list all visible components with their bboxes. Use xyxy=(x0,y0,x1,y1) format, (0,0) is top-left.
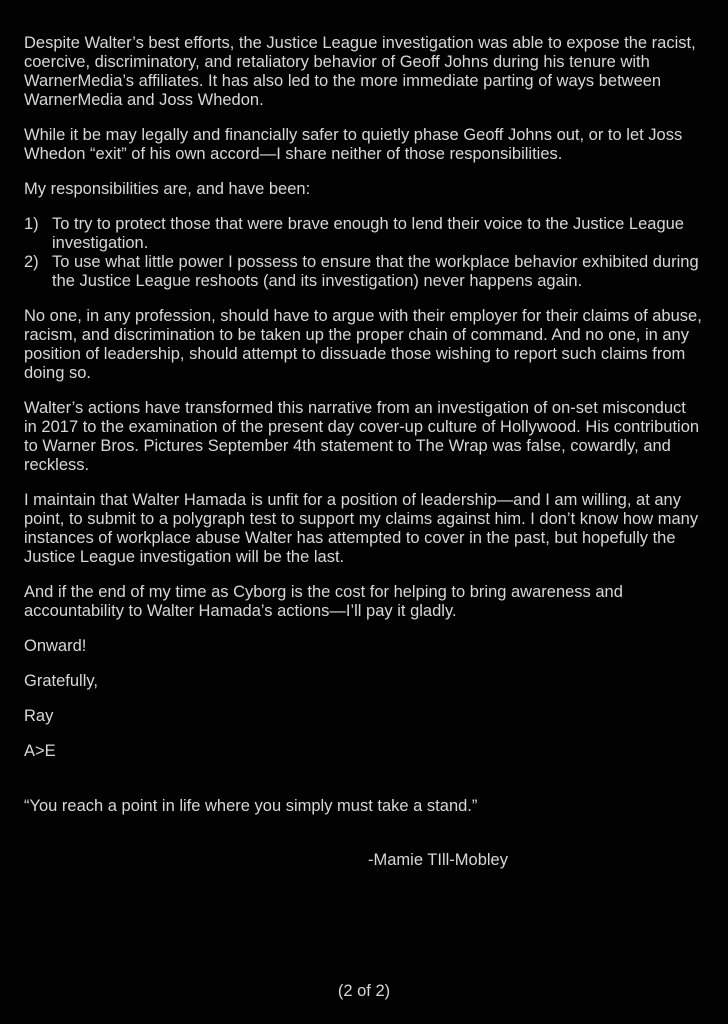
list-item-2-text: To use what little power I possess to ensure that the workplace behavior exhibited during the Justice League reshoots (and its investigation) never happens again. xyxy=(52,253,699,290)
paragraph-while-it-be-may: While it be may legally and financially safer to quietly phase Geoff Johns out, or to let Joss Whedon “exit” of his own accord—I share neither of those responsibilities. xyxy=(24,126,683,163)
paragraph-end-of-my-time-as-cyborg: And if the end of my time as Cyborg is the cost for helping to bring awareness and accountability to Walter Hamada’s actions—I’ll pay it gladly. xyxy=(24,583,623,620)
list-item-1-number: 1) xyxy=(24,215,39,233)
closing-onward: Onward! xyxy=(24,637,87,655)
list-item-2-number: 2) xyxy=(24,253,39,271)
paragraph-despite-walters-efforts: Despite Walter’s best efforts, the Justice League investigation was able to expose the racist, coercive, discriminatory, and retaliatory behavior of Geoff Johns during his tenure with WarnerMedia’s affiliates. It has also led to the more immediate parting of ways between WarnerMedia and Joss Whedon. xyxy=(24,34,696,109)
paragraph-no-one-in-any-profession: No one, in any profession, should have to argue with their employer for their claims of abuse, racism, and discrimination to be taken up the proper chain of command. And no one, in any position of leadership, should attempt to dissuade those wishing to report such claims from doing so. xyxy=(24,307,702,382)
quote-text: “You reach a point in life where you simply must take a stand.” xyxy=(24,797,478,815)
quote-attribution: -Mamie TIll-Mobley xyxy=(368,851,508,869)
responsibilities-list xyxy=(24,215,702,291)
page-indicator: (2 of 2) xyxy=(337,982,391,1000)
paragraph-my-responsibilities: My responsibilities are, and have been: xyxy=(24,180,311,198)
closing-gratefully: Gratefully, xyxy=(24,672,98,690)
signature-ray: Ray xyxy=(24,707,54,725)
list-item-1-text: To try to protect those that were brave enough to lend their voice to the Justice League investigation. xyxy=(52,215,684,252)
paragraph-walters-actions: Walter’s actions have transformed this narrative from an investigation of on-set misconduct in 2017 to the examination of the present day cover-up culture of Hollywood. His contribution to Warner Bros. Pictures September 4th statement to The Wrap was false, cowardly, and reckless. xyxy=(24,399,700,474)
list-item-2 xyxy=(24,253,702,291)
list-item-1 xyxy=(24,215,702,253)
paragraph-i-maintain: I maintain that Walter Hamada is unfit for a position of leadership—and I am willing, at any point, to submit to a polygraph test to support my claims against him. I don’t know how many instances of workplace abuse Walter has attempted to cover in the past, but hopefully the Justice League investigation will be the last. xyxy=(24,491,699,566)
signature-a-greater-than-e: A>E xyxy=(24,742,56,760)
